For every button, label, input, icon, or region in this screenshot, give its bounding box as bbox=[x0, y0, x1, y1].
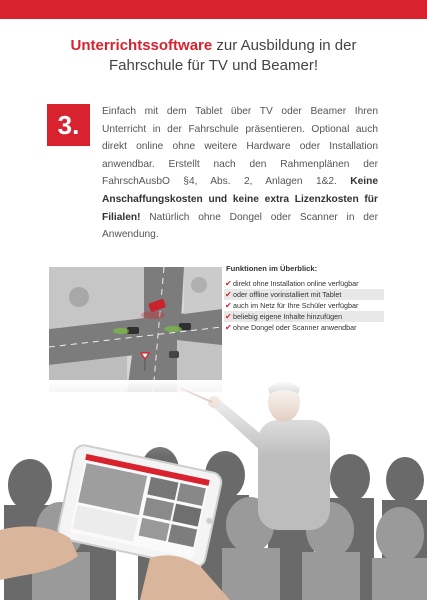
step-number-badge: 3. bbox=[47, 104, 90, 146]
function-item: ✔ ohne Dongel oder Scanner anwendbar bbox=[225, 323, 357, 332]
function-item: ✔ auch im Netz für Ihre Schüler verfügbar bbox=[225, 301, 359, 310]
headline-line2: Fahrschule für TV und Beamer! bbox=[109, 57, 318, 74]
check-icon: ✔ bbox=[225, 279, 232, 288]
check-icon: ✔ bbox=[225, 323, 232, 332]
check-icon: ✔ bbox=[225, 312, 232, 321]
top-accent-bar bbox=[0, 0, 427, 19]
function-item: ✔ direkt ohne Installation online verfügbar bbox=[225, 279, 359, 288]
body-paragraph bbox=[102, 103, 378, 244]
check-icon: ✔ bbox=[225, 301, 232, 310]
headline-rest: zur Ausbildung in der bbox=[216, 37, 357, 54]
intersection-illustration bbox=[49, 267, 222, 392]
body-text-bold: Keine Anschaffungskosten und keine extra Lizenzkosten für Filialen! bbox=[102, 176, 378, 223]
functions-title: Funktionen im Überblick: bbox=[226, 264, 318, 273]
page-headline bbox=[0, 36, 427, 76]
headline-accent: Unterrichtssoftware bbox=[70, 37, 213, 54]
functions-list bbox=[224, 278, 384, 333]
function-item: ✔ beliebig eigene Inhalte hinzufügen bbox=[224, 311, 384, 322]
function-item: ✔ oder offline vorinstalliert mit Tablet bbox=[224, 289, 384, 300]
check-icon: ✔ bbox=[225, 290, 232, 299]
body-text-part1: Einfach mit dem Tablet über TV oder Beamer Ihren Unterricht in der Fahrschule präsentieren. Optional auch direkt online ohne weitere Hardware oder Installation anwendbar. Erstellt nach den Rahmenplänen der FahrschAusbO §4, Abs. 2, Anlagen 1&2. bbox=[102, 106, 378, 188]
body-text-part2: Natürlich ohne Dongel oder Scanner in der Anwendung. bbox=[102, 211, 378, 241]
classroom-photo bbox=[0, 380, 427, 600]
